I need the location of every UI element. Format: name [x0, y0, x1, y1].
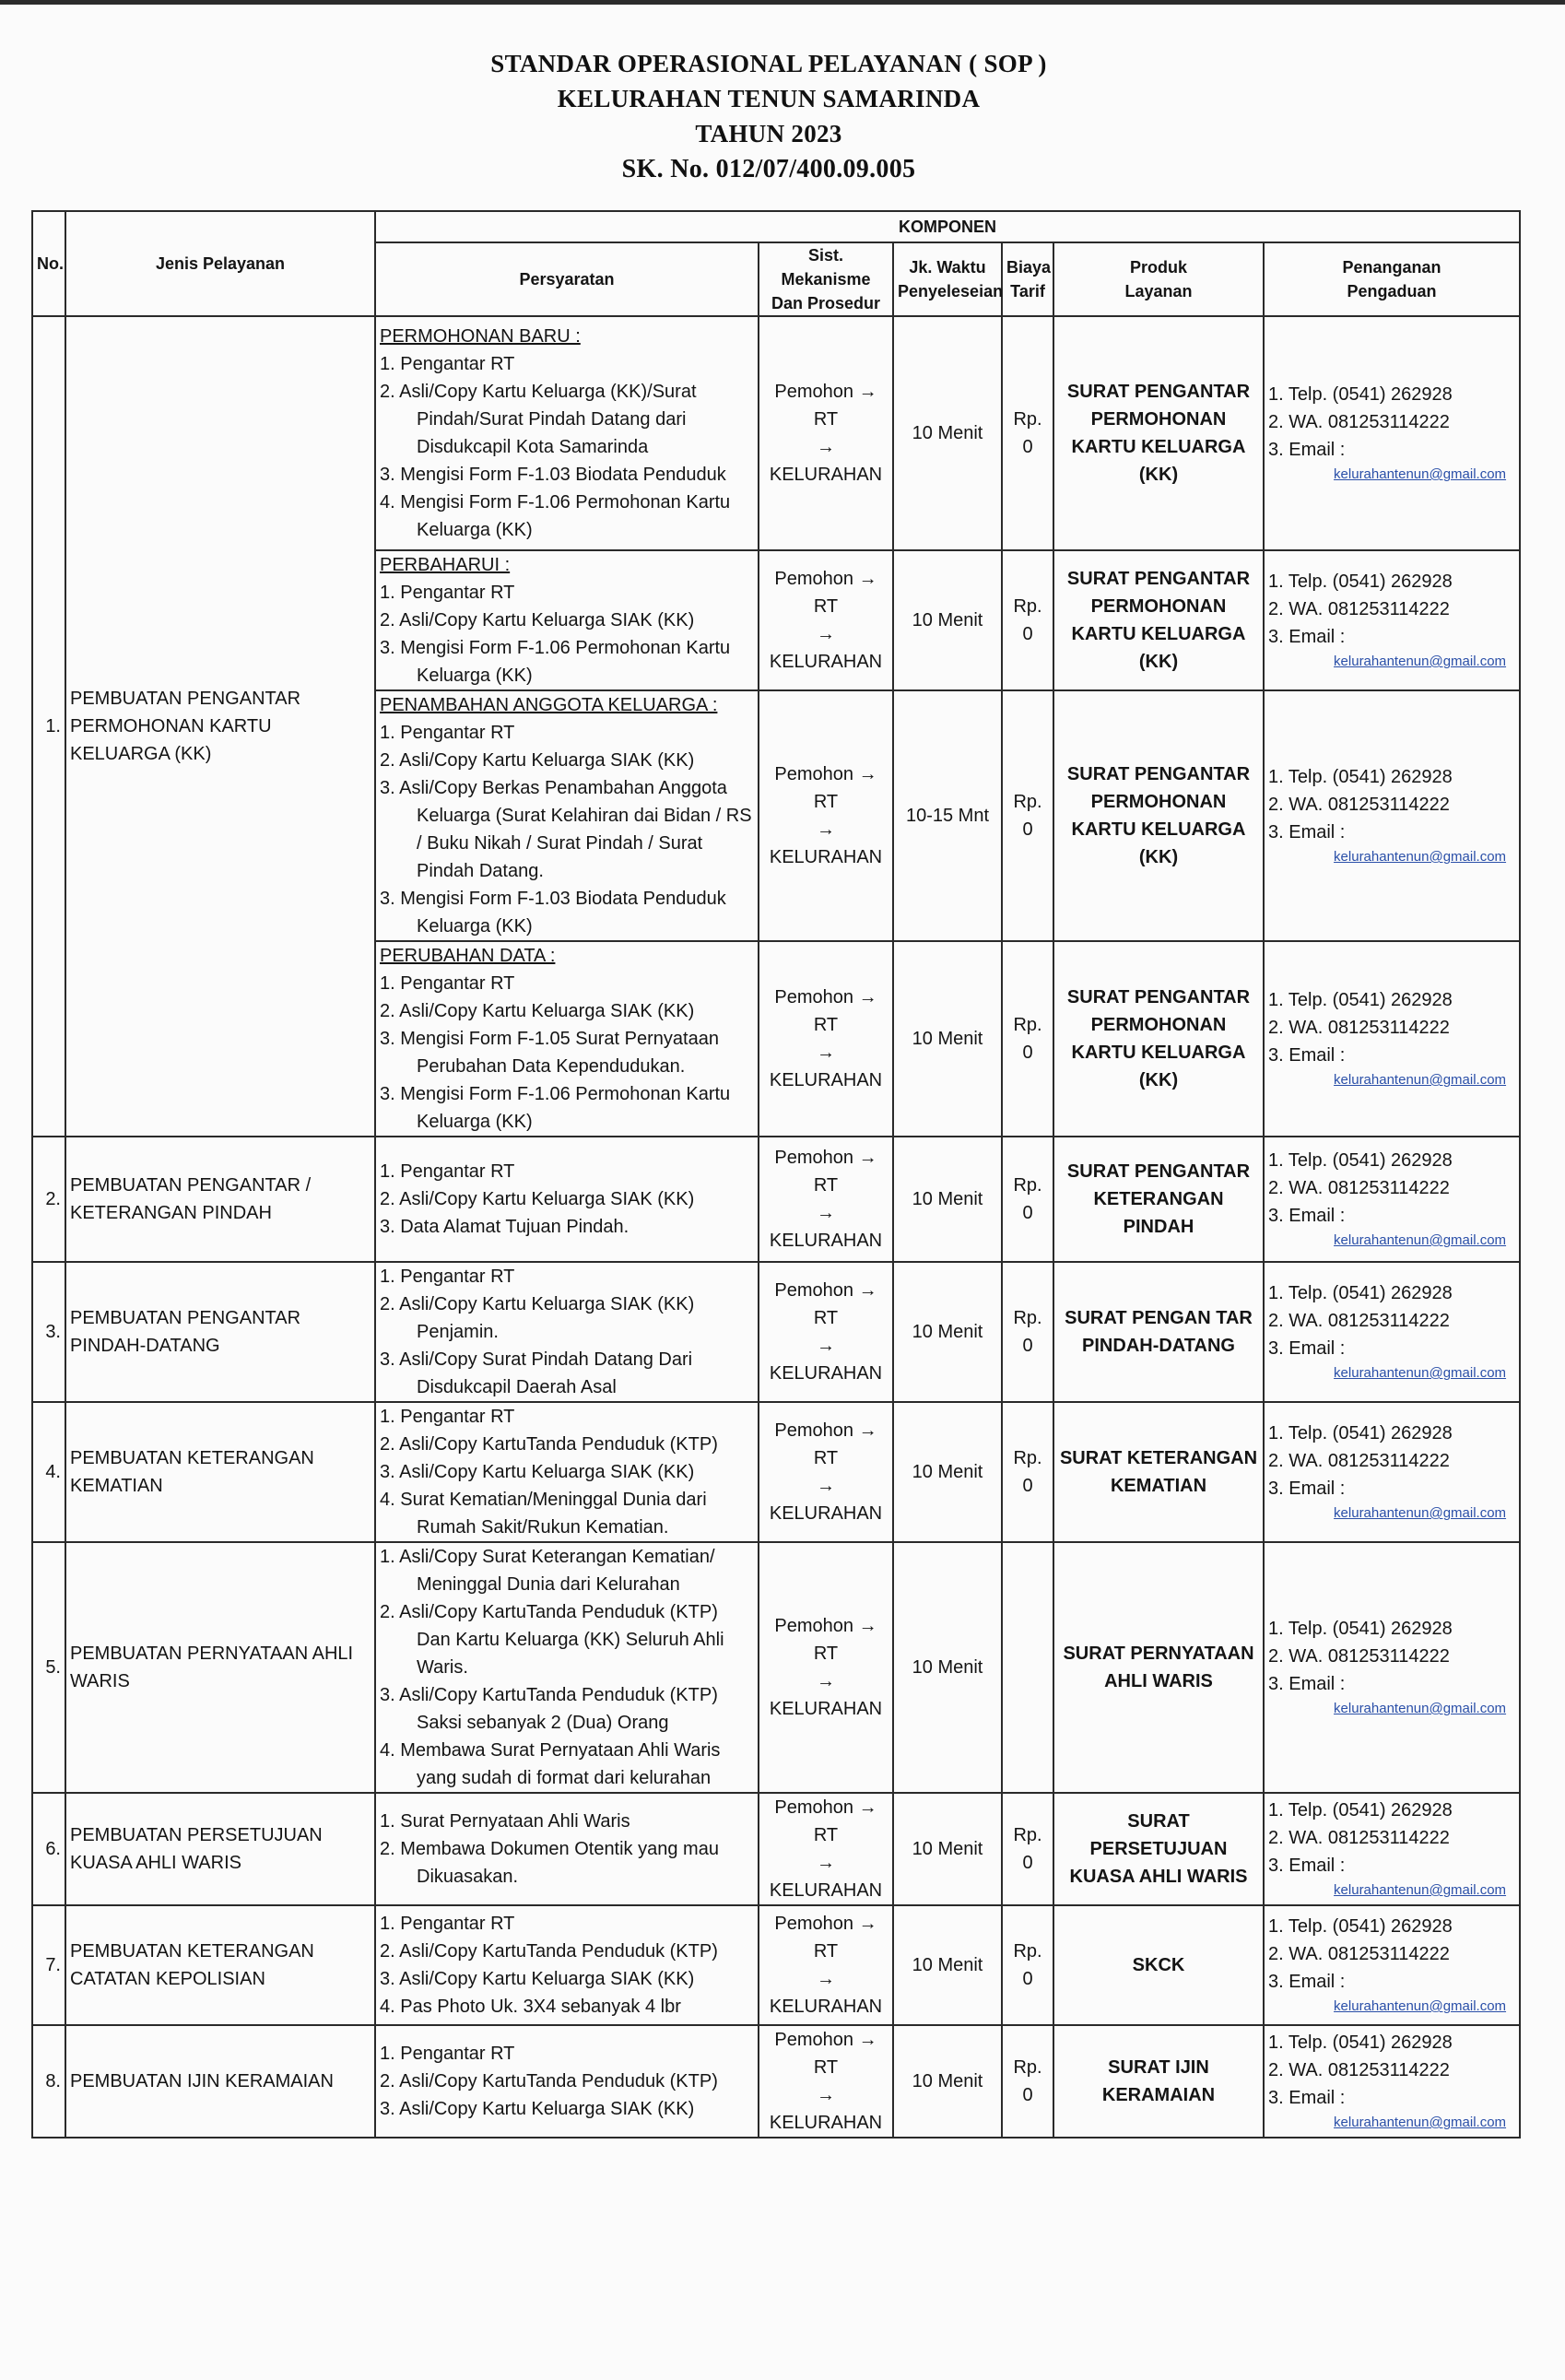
persyaratan-item: 1. Pengantar RT: [380, 1267, 515, 1287]
persyaratan-cell: [375, 941, 759, 1137]
pengaduan-cell: [1264, 550, 1520, 690]
col-no: No.: [32, 211, 65, 316]
persyaratan-item: 4. Pas Photo Uk. 3X4 sebanyak 4 lbr: [380, 1997, 681, 2017]
contact-email-link: kelurahantenun@gmail.com: [1334, 1882, 1507, 1898]
mekanisme-cell: [759, 550, 893, 690]
row-number: 3.: [32, 1262, 65, 1402]
pengaduan-cell: [1264, 1542, 1520, 1793]
col-biaya: Biaya Tarif: [1002, 242, 1053, 316]
produk-cell: SURAT KETERANGAN KEMATIAN: [1053, 1402, 1264, 1542]
pengaduan-cell: [1264, 1262, 1520, 1402]
sop-table: [31, 210, 1521, 2138]
col-persyaratan: Persyaratan: [375, 242, 759, 316]
row-number: 5.: [32, 1542, 65, 1793]
mekanisme-line: Pemohon → RT: [774, 764, 877, 812]
persyaratan-item: 3. Asli/Copy Kartu Keluarga SIAK (KK): [380, 2099, 695, 2119]
table-row: [32, 1137, 1520, 1262]
contact-email-link: kelurahantenun@gmail.com: [1334, 466, 1507, 482]
contact-wa: 2. WA. 081253114222: [1268, 1451, 1450, 1471]
produk-cell: SURAT PENGANTAR KETERANGAN PINDAH: [1053, 1137, 1264, 1262]
biaya-cell: Rp. 0: [1002, 2025, 1053, 2138]
pengaduan-cell: [1264, 1793, 1520, 1905]
mekanisme-cell: [759, 1542, 893, 1793]
waktu-cell: 10 Menit: [893, 941, 1002, 1137]
mekanisme-cell: [759, 2025, 893, 2138]
contact-email-label: 3. Email :: [1268, 1045, 1346, 1066]
persyaratan-item: 1. Asli/Copy Surat Keterangan Kematian/ Meninggal Dunia dari Kelurahan: [380, 1547, 715, 1595]
contact-telp: 1. Telp. (0541) 262928: [1268, 1150, 1453, 1171]
persyaratan-item: 1. Pengantar RT: [380, 973, 515, 994]
persyaratan-item: 1. Pengantar RT: [380, 1161, 515, 1182]
persyaratan-cell: [375, 316, 759, 550]
table-row: [32, 1905, 1520, 2025]
produk-cell: SURAT IJIN KERAMAIAN: [1053, 2025, 1264, 2138]
pengaduan-cell: [1264, 1137, 1520, 1262]
persyaratan-item: 2. Asli/Copy KartuTanda Penduduk (KTP): [380, 1434, 718, 1455]
jenis-pelayanan: PEMBUATAN PERSETUJUAN KUASA AHLI WARIS: [65, 1793, 375, 1905]
jenis-pelayanan: PEMBUATAN PENGANTAR PERMOHONAN KARTU KELUARGA (KK): [65, 316, 375, 1137]
contact-email-link: kelurahantenun@gmail.com: [1334, 1505, 1507, 1521]
row-number: 1.: [32, 316, 65, 1137]
contact-telp: 1. Telp. (0541) 262928: [1268, 990, 1453, 1010]
contact-wa: 2. WA. 081253114222: [1268, 1311, 1450, 1331]
mekanisme-line: → KELURAHAN: [769, 1671, 883, 1719]
mekanisme-line: → KELURAHAN: [769, 1476, 883, 1524]
mekanisme-cell: [759, 1137, 893, 1262]
mekanisme-line: → KELURAHAN: [769, 1336, 883, 1384]
persyaratan-subtitle: PERBAHARUI :: [380, 555, 511, 575]
contact-wa: 2. WA. 081253114222: [1268, 1178, 1450, 1198]
header-year: TAHUN 2023: [695, 120, 842, 147]
persyaratan-item: 3. Mengisi Form F-1.06 Permohonan Kartu Keluarga (KK): [380, 1084, 731, 1132]
col-produk: Produk Layanan: [1053, 242, 1264, 316]
contact-wa: 2. WA. 081253114222: [1268, 795, 1450, 815]
mekanisme-line: → KELURAHAN: [769, 1043, 883, 1090]
document-header: [0, 46, 1537, 188]
mekanisme-cell: [759, 316, 893, 550]
persyaratan-item: 3. Data Alamat Tujuan Pindah.: [380, 1217, 630, 1237]
header-title: STANDAR OPERASIONAL PELAYANAN ( SOP ): [490, 50, 1047, 77]
mekanisme-cell: [759, 941, 893, 1137]
contact-email-label: 3. Email :: [1268, 1674, 1346, 1694]
mekanisme-line: → KELURAHAN: [769, 624, 883, 672]
mekanisme-line: → KELURAHAN: [769, 437, 883, 485]
header-sk-number: SK. No. 012/07/400.09.005: [621, 155, 916, 183]
table-header: [32, 211, 1520, 316]
col-mekanisme: Sist. Mekanisme Dan Prosedur: [759, 242, 893, 316]
contact-email-link: kelurahantenun@gmail.com: [1334, 2115, 1507, 2130]
persyaratan-item: 1. Pengantar RT: [380, 2044, 515, 2064]
waktu-cell: 10 Menit: [893, 1262, 1002, 1402]
jenis-pelayanan: PEMBUATAN PERNYATAAN AHLI WARIS: [65, 1542, 375, 1793]
table-body: [32, 316, 1520, 2138]
col-waktu: Jk. Waktu Penyeleseian: [893, 242, 1002, 316]
contact-wa: 2. WA. 081253114222: [1268, 1944, 1450, 1964]
contact-telp: 1. Telp. (0541) 262928: [1268, 1423, 1453, 1443]
pengaduan-cell: [1264, 316, 1520, 550]
contact-telp: 1. Telp. (0541) 262928: [1268, 1800, 1453, 1820]
jenis-pelayanan: PEMBUATAN PENGANTAR / KETERANGAN PINDAH: [65, 1137, 375, 1262]
produk-cell: SURAT PENGAN TAR PINDAH-DATANG: [1053, 1262, 1264, 1402]
jenis-pelayanan: PEMBUATAN PENGANTAR PINDAH-DATANG: [65, 1262, 375, 1402]
persyaratan-item: 1. Pengantar RT: [380, 1914, 515, 1934]
biaya-cell: Rp. 0: [1002, 316, 1053, 550]
contact-telp: 1. Telp. (0541) 262928: [1268, 571, 1453, 592]
mekanisme-line: Pemohon → RT: [774, 382, 877, 430]
mekanisme-line: Pemohon → RT: [774, 1280, 877, 1328]
mekanisme-line: Pemohon → RT: [774, 1797, 877, 1845]
pengaduan-cell: [1264, 941, 1520, 1137]
jenis-pelayanan: PEMBUATAN KETERANGAN KEMATIAN: [65, 1402, 375, 1542]
persyaratan-item: 2. Asli/Copy Kartu Keluarga SIAK (KK): [380, 1001, 695, 1021]
persyaratan-subtitle: PERMOHONAN BARU :: [380, 326, 581, 347]
table-row: [32, 1402, 1520, 1542]
persyaratan-item: 3. Asli/Copy Kartu Keluarga SIAK (KK): [380, 1969, 695, 1989]
pengaduan-cell: [1264, 1402, 1520, 1542]
produk-cell: SURAT PENGANTAR PERMOHONAN KARTU KELUARGA (KK): [1053, 550, 1264, 690]
contact-email-link: kelurahantenun@gmail.com: [1334, 1072, 1507, 1088]
pengaduan-cell: [1264, 1905, 1520, 2025]
persyaratan-cell: [375, 2025, 759, 2138]
biaya-cell: Rp. 0: [1002, 550, 1053, 690]
persyaratan-item: 1. Pengantar RT: [380, 1407, 515, 1427]
produk-cell: SURAT PENGANTAR PERMOHONAN KARTU KELUARGA (KK): [1053, 316, 1264, 550]
biaya-cell: Rp. 0: [1002, 1793, 1053, 1905]
persyaratan-item: 2. Asli/Copy Kartu Keluarga SIAK (KK) Penjamin.: [380, 1294, 695, 1342]
produk-cell: SURAT PENGANTAR PERMOHONAN KARTU KELUARGA (KK): [1053, 941, 1264, 1137]
contact-email-link: kelurahantenun@gmail.com: [1334, 1998, 1507, 2014]
mekanisme-line: → KELURAHAN: [769, 2085, 883, 2133]
contact-telp: 1. Telp. (0541) 262928: [1268, 384, 1453, 405]
persyaratan-cell: [375, 1402, 759, 1542]
mekanisme-line: Pemohon → RT: [774, 1616, 877, 1664]
waktu-cell: 10 Menit: [893, 2025, 1002, 2138]
persyaratan-cell: [375, 1137, 759, 1262]
produk-cell: SURAT PERNYATAAN AHLI WARIS: [1053, 1542, 1264, 1793]
contact-email-label: 3. Email :: [1268, 627, 1346, 647]
mekanisme-line: Pemohon → RT: [774, 2030, 877, 2078]
contact-email-label: 3. Email :: [1268, 2088, 1346, 2108]
persyaratan-item: 3. Asli/Copy KartuTanda Penduduk (KTP) Saksi sebanyak 2 (Dua) Orang: [380, 1685, 718, 1733]
contact-email-link: kelurahantenun@gmail.com: [1334, 849, 1507, 865]
pengaduan-cell: [1264, 690, 1520, 941]
persyaratan-subtitle: PERUBAHAN DATA :: [380, 946, 556, 966]
mekanisme-cell: [759, 1402, 893, 1542]
mekanisme-line: Pemohon → RT: [774, 1914, 877, 1962]
mekanisme-line: Pemohon → RT: [774, 1148, 877, 1196]
produk-cell: SURAT PERSETUJUAN KUASA AHLI WARIS: [1053, 1793, 1264, 1905]
persyaratan-subtitle: PENAMBAHAN ANGGOTA KELUARGA :: [380, 695, 718, 715]
persyaratan-item: 3. Mengisi Form F-1.03 Biodata Penduduk: [380, 465, 726, 485]
mekanisme-line: → KELURAHAN: [769, 819, 883, 867]
waktu-cell: 10 Menit: [893, 316, 1002, 550]
persyaratan-item: 1. Surat Pernyataan Ahli Waris: [380, 1811, 630, 1832]
header-kelurahan: KELURAHAN TENUN SAMARINDA: [557, 85, 981, 112]
contact-telp: 1. Telp. (0541) 262928: [1268, 1916, 1453, 1937]
persyaratan-item: 3. Mengisi Form F-1.05 Surat Pernyataan Perubahan Data Kependudukan.: [380, 1029, 719, 1077]
mekanisme-line: → KELURAHAN: [769, 1853, 883, 1901]
waktu-cell: 10 Menit: [893, 1793, 1002, 1905]
contact-wa: 2. WA. 081253114222: [1268, 1018, 1450, 1038]
mekanisme-line: → KELURAHAN: [769, 1203, 883, 1251]
contact-wa: 2. WA. 081253114222: [1268, 1828, 1450, 1848]
persyaratan-item: 1. Pengantar RT: [380, 583, 515, 603]
col-komponen: KOMPONEN: [375, 211, 1520, 242]
contact-email-label: 3. Email :: [1268, 1479, 1346, 1499]
contact-telp: 1. Telp. (0541) 262928: [1268, 1619, 1453, 1639]
persyaratan-item: 2. Membawa Dokumen Otentik yang mau Dikuasakan.: [380, 1839, 719, 1887]
row-number: 8.: [32, 2025, 65, 2138]
mekanisme-line: Pemohon → RT: [774, 1420, 877, 1468]
persyaratan-item: 2. Asli/Copy Kartu Keluarga SIAK (KK): [380, 610, 695, 630]
persyaratan-item: 2. Asli/Copy Kartu Keluarga SIAK (KK): [380, 750, 695, 771]
biaya-cell: Rp. 0: [1002, 690, 1053, 941]
persyaratan-cell: [375, 1542, 759, 1793]
contact-email-label: 3. Email :: [1268, 1856, 1346, 1876]
waktu-cell: 10-15 Mnt: [893, 690, 1002, 941]
contact-email-link: kelurahantenun@gmail.com: [1334, 1365, 1507, 1381]
mekanisme-cell: [759, 690, 893, 941]
biaya-cell: Rp. 0: [1002, 941, 1053, 1137]
persyaratan-item: 3. Asli/Copy Kartu Keluarga SIAK (KK): [380, 1462, 695, 1482]
persyaratan-item: 2. Asli/Copy KartuTanda Penduduk (KTP): [380, 2071, 718, 2091]
contact-email-label: 3. Email :: [1268, 1206, 1346, 1226]
table-row: [32, 1262, 1520, 1402]
produk-cell: SKCK: [1053, 1905, 1264, 2025]
col-pengaduan: Penanganan Pengaduan: [1264, 242, 1520, 316]
mekanisme-line: → KELURAHAN: [769, 1969, 883, 2017]
table-row: [32, 2025, 1520, 2138]
biaya-cell: Rp. 0: [1002, 1402, 1053, 1542]
row-number: 6.: [32, 1793, 65, 1905]
persyaratan-cell: [375, 550, 759, 690]
persyaratan-cell: [375, 690, 759, 941]
waktu-cell: 10 Menit: [893, 1905, 1002, 2025]
waktu-cell: 10 Menit: [893, 550, 1002, 690]
contact-email-link: kelurahantenun@gmail.com: [1334, 1701, 1507, 1716]
table-row: [32, 1793, 1520, 1905]
contact-telp: 1. Telp. (0541) 262928: [1268, 1283, 1453, 1303]
waktu-cell: 10 Menit: [893, 1137, 1002, 1262]
waktu-cell: 10 Menit: [893, 1402, 1002, 1542]
contact-email-label: 3. Email :: [1268, 1338, 1346, 1359]
persyaratan-item: 3. Mengisi Form F-1.03 Biodata Penduduk Keluarga (KK): [380, 889, 726, 937]
mekanisme-cell: [759, 1262, 893, 1402]
mekanisme-cell: [759, 1793, 893, 1905]
table-row: [32, 1542, 1520, 1793]
biaya-cell: Rp. 0: [1002, 1905, 1053, 2025]
contact-email-label: 3. Email :: [1268, 822, 1346, 842]
mekanisme-cell: [759, 1905, 893, 2025]
persyaratan-item: 3. Mengisi Form F-1.06 Permohonan Kartu Keluarga (KK): [380, 638, 731, 686]
contact-email-label: 3. Email :: [1268, 440, 1346, 460]
table-row: [32, 316, 1520, 550]
produk-cell: SURAT PENGANTAR PERMOHONAN KARTU KELUARGA (KK): [1053, 690, 1264, 941]
contact-telp: 1. Telp. (0541) 262928: [1268, 767, 1453, 787]
contact-wa: 2. WA. 081253114222: [1268, 599, 1450, 619]
persyaratan-item: 2. Asli/Copy KartuTanda Penduduk (KTP) Dan Kartu Keluarga (KK) Seluruh Ahli Waris.: [380, 1602, 724, 1678]
mekanisme-line: Pemohon → RT: [774, 569, 877, 617]
pengaduan-cell: [1264, 2025, 1520, 2138]
contact-wa: 2. WA. 081253114222: [1268, 412, 1450, 432]
persyaratan-item: 4. Mengisi Form F-1.06 Permohonan Kartu Keluarga (KK): [380, 492, 731, 540]
biaya-cell: Rp. 0: [1002, 1262, 1053, 1402]
scan-top-border: [0, 0, 1565, 5]
persyaratan-item: 2. Asli/Copy Kartu Keluarga (KK)/Surat Pindah/Surat Pindah Datang dari Disdukcapil Kota Samarinda: [380, 382, 697, 457]
biaya-cell: Rp. 0: [1002, 1137, 1053, 1262]
mekanisme-line: Pemohon → RT: [774, 987, 877, 1035]
persyaratan-item: 4. Surat Kematian/Meninggal Dunia dari Rumah Sakit/Rukun Kematian.: [380, 1490, 707, 1538]
contact-email-link: kelurahantenun@gmail.com: [1334, 654, 1507, 669]
biaya-cell: [1002, 1542, 1053, 1793]
jenis-pelayanan: PEMBUATAN KETERANGAN CATATAN KEPOLISIAN: [65, 1905, 375, 2025]
col-jenis: Jenis Pelayanan: [65, 211, 375, 316]
contact-email-link: kelurahantenun@gmail.com: [1334, 1232, 1507, 1248]
persyaratan-cell: [375, 1905, 759, 2025]
persyaratan-cell: [375, 1262, 759, 1402]
contact-wa: 2. WA. 081253114222: [1268, 2060, 1450, 2080]
persyaratan-item: 2. Asli/Copy Kartu Keluarga SIAK (KK): [380, 1189, 695, 1209]
persyaratan-item: 1. Pengantar RT: [380, 723, 515, 743]
row-number: 7.: [32, 1905, 65, 2025]
contact-wa: 2. WA. 081253114222: [1268, 1646, 1450, 1667]
waktu-cell: 10 Menit: [893, 1542, 1002, 1793]
persyaratan-item: 4. Membawa Surat Pernyataan Ahli Waris yang sudah di format dari kelurahan: [380, 1740, 721, 1788]
persyaratan-item: 3. Asli/Copy Surat Pindah Datang Dari Disdukcapil Daerah Asal: [380, 1349, 693, 1397]
row-number: 2.: [32, 1137, 65, 1262]
persyaratan-item: 1. Pengantar RT: [380, 354, 515, 374]
contact-email-label: 3. Email :: [1268, 1972, 1346, 1992]
persyaratan-item: 3. Asli/Copy Berkas Penambahan Anggota Keluarga (Surat Kelahiran dai Bidan / RS / Buku Nikah / Surat Pindah / Surat Pindah Datang.: [380, 778, 752, 881]
row-number: 4.: [32, 1402, 65, 1542]
persyaratan-item: 2. Asli/Copy KartuTanda Penduduk (KTP): [380, 1941, 718, 1962]
contact-telp: 1. Telp. (0541) 262928: [1268, 2032, 1453, 2053]
jenis-pelayanan: PEMBUATAN IJIN KERAMAIAN: [65, 2025, 375, 2138]
persyaratan-cell: [375, 1793, 759, 1905]
